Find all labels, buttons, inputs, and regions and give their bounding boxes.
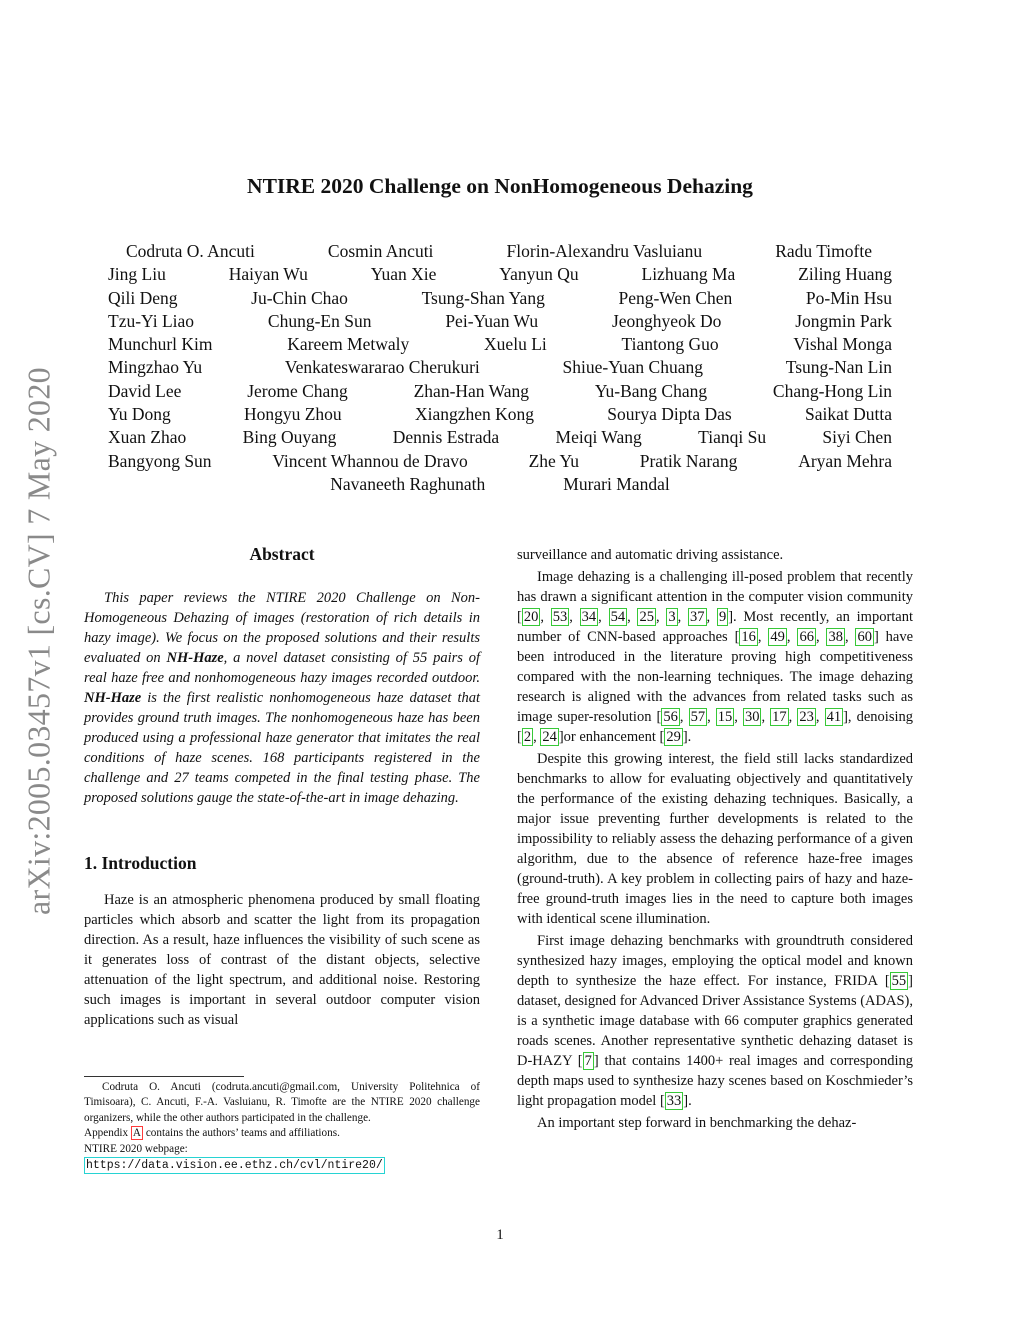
footnote-rule: [84, 1076, 244, 1077]
citation-link[interactable]: 24: [542, 729, 557, 745]
author-name: Zhan-Han Wang: [413, 380, 529, 401]
citation-link[interactable]: 49: [770, 629, 785, 645]
right-paragraph-1: Image dehazing is a challenging ill-posed problem that recently has drawn a significant attention in the computer vision community [ 20 , 53 , 34 , 54 , 25 , 3 , 37 , 9 ]. Most recently, an important number of CNN-based approaches [ 16 , 49 , 66 , 38 , 60 ] have been introduced in the literature proving high competitiveness compared with the non-learning techniques. The image dehazing research is aligned with the advances from related tasks such as image super-resolution [ 56 , 57 , 15 , 30 , 17 , 23 , 41 ], denoising [ 2 , 24 ]or enhancement [ 29 ].: [517, 569, 914, 745]
author-name: Dennis Estrada: [392, 427, 500, 448]
author-name: Haiyan Wu: [228, 264, 308, 285]
author-name: Lizhuang Ma: [641, 264, 736, 285]
webpage-url-link[interactable]: https://data.vision.ee.ethz.ch/cvl/ntire20/: [84, 1157, 385, 1174]
appendix-link[interactable]: A: [132, 1127, 142, 1140]
author-row: [90, 473, 910, 496]
citation-link[interactable]: 34: [581, 609, 597, 625]
citation-link[interactable]: 29: [666, 729, 681, 745]
author-name: Chung-En Sun: [267, 310, 372, 331]
author-name: Xuelu Li: [484, 334, 547, 355]
author-row: [90, 380, 910, 403]
citation-link[interactable]: 7: [584, 1053, 592, 1069]
author-name: Jeonghyeok Do: [611, 310, 722, 331]
arxiv-sidebar: [14, 346, 64, 936]
citation-link[interactable]: 16: [741, 629, 756, 645]
author-name: Tianqi Su: [698, 427, 767, 448]
citation-link[interactable]: 66: [799, 629, 814, 645]
introduction-heading: 1. Introduction: [84, 853, 197, 873]
author-name: Shiue-Yuan Chuang: [562, 357, 704, 378]
author-row: [90, 356, 910, 379]
citation-link[interactable]: 33: [666, 1093, 682, 1109]
citation-link[interactable]: 41: [826, 709, 842, 725]
citation-link[interactable]: 57: [690, 709, 706, 725]
author-name: Kareem Metwaly: [287, 334, 410, 355]
right-column: [517, 545, 913, 1133]
author-name: Zhe Yu: [528, 450, 579, 471]
author-name: Siyi Chen: [822, 427, 892, 448]
citation-link[interactable]: 23: [799, 709, 814, 725]
author-name: Ju-Chin Chao: [251, 287, 348, 308]
author-row: [90, 426, 910, 449]
citation-link[interactable]: 2: [523, 729, 532, 745]
page-number: 1: [496, 1227, 504, 1243]
author-row: [90, 263, 910, 286]
citation-link[interactable]: 25: [639, 609, 654, 625]
author-name: Xiangzhen Kong: [414, 404, 535, 425]
author-name: Ziling Huang: [798, 264, 892, 285]
author-name: Cosmin Ancuti: [327, 241, 434, 261]
author-name: Yu Dong: [108, 404, 171, 425]
author-name: Yanyun Qu: [499, 264, 579, 285]
author-list: [90, 240, 910, 496]
citation-link[interactable]: 55: [891, 973, 907, 989]
citation-link[interactable]: 3: [668, 609, 676, 625]
citation-link[interactable]: 38: [828, 629, 843, 645]
author-name: Venkateswararao Cherukuri: [284, 357, 480, 378]
author-name: Sourya Dipta Das: [607, 404, 732, 425]
author-name: Saikat Dutta: [805, 404, 892, 425]
author-name: Munchurl Kim: [108, 334, 213, 355]
citation-link[interactable]: 56: [663, 709, 678, 725]
footnote-webpage-label: NTIRE 2020 webpage:: [84, 1142, 188, 1155]
citation-link[interactable]: 17: [772, 709, 787, 725]
author-row: [90, 287, 910, 310]
author-name: Jerome Chang: [247, 380, 348, 401]
author-name: Pratik Narang: [639, 450, 738, 471]
citation-link[interactable]: 54: [610, 609, 626, 625]
author-name: Peng-Wen Chen: [618, 287, 733, 308]
right-paragraph-0: surveillance and automatic driving assistance.: [517, 547, 784, 563]
footnotes: [84, 1076, 480, 1174]
author-name: Qili Deng: [108, 287, 178, 308]
author-name: Mingzhao Yu: [108, 357, 203, 378]
author-name: Tzu-Yi Liao: [108, 310, 195, 331]
right-paragraph-4: An important step forward in benchmarking the dehaz-: [537, 1115, 857, 1131]
author-name: Tsung-Shan Yang: [421, 287, 545, 308]
author-name: Jing Liu: [108, 264, 166, 285]
citation-link[interactable]: 9: [718, 609, 727, 625]
author-name: Yu-Bang Chang: [594, 380, 708, 401]
paper-title: NTIRE 2020 Challenge on NonHomogeneous Dehazing: [247, 174, 753, 198]
citation-link[interactable]: 15: [717, 709, 733, 725]
citation-link[interactable]: 53: [552, 609, 568, 625]
author-row: [90, 403, 910, 426]
author-row: [90, 240, 910, 263]
arxiv-identifier: arXiv:2005.03457v1 [cs.CV] 7 May 2020: [20, 367, 57, 915]
author-name: Vishal Monga: [793, 334, 892, 355]
author-name: Murari Mandal: [563, 473, 670, 494]
footnote-organizers: Codruta O. Ancuti (codruta.ancuti@gmail.com, University Politehnica of Timisoara), C. Ancuti, F.-A. Vasluianu, R. Timofte are the NTIRE 2020 challenge organizers, while the other authors participated in the challenge.: [84, 1081, 480, 1124]
author-name: Yuan Xie: [370, 264, 437, 285]
author-name: Xuan Zhao: [108, 427, 187, 448]
author-name: Bangyong Sun: [108, 450, 212, 471]
author-name: Codruta O. Ancuti: [126, 241, 255, 261]
footnote-appendix: Appendix A contains the authors’ teams and affiliations.: [84, 1127, 340, 1140]
author-row: [90, 310, 910, 333]
right-paragraph-3: First image dehazing benchmarks with groundtruth considered synthesized hazy images, employing the optical model and known depth to synthesize the haze effect. For instance, FRIDA [ 55 ] dataset, designed for Advanced Driver Assistance Systems (ADAS), is a synthetic image database with 66 computer graphics generated roads scenes. Another representative synthetic dehazing dataset is D-HAZY [ 7 ] that contains 1400+ real images and corresponding depth maps used to synthesize hazy scenes based on Koschmieder’s light propagation model [ 33 ].: [517, 933, 913, 1109]
author-name: Vincent Whannou de Dravo: [272, 450, 468, 471]
author-name: Navaneeth Raghunath: [330, 473, 486, 494]
right-paragraph-2: Despite this growing interest, the field still lacks standardized benchmarks to allow for evaluating objectively and quantitatively the performance of the existing dehazing techniques. Basically, a major issue preventing further developments is related to the impossibility to reliably assess the dehazing performance of a given algorithm, due to the absence of reference haze-free images (ground-truth). A key problem in collecting pairs of hazy and haze-free ground-truth images lies in the need to capture both images with identical scene illumination.: [517, 751, 913, 927]
author-name: Meiqi Wang: [555, 427, 642, 448]
abstract-heading: Abstract: [249, 544, 315, 564]
author-name: Tiantong Guo: [621, 334, 719, 355]
author-name: Radu Timofte: [775, 241, 872, 261]
author-name: Po-Min Hsu: [805, 287, 892, 308]
left-column: [84, 543, 480, 1030]
author-name: Aryan Mehra: [798, 450, 892, 471]
author-row: [90, 333, 910, 356]
citation-link[interactable]: 37: [690, 609, 705, 625]
author-row: [90, 450, 910, 473]
citation-link[interactable]: 20: [523, 609, 539, 625]
citation-link[interactable]: 60: [857, 629, 872, 645]
author-name: Chang-Hong Lin: [772, 380, 892, 401]
author-name: Hongyu Zhou: [243, 404, 342, 425]
abstract-body: This paper reviews the NTIRE 2020 Challenge on Non-Homogeneous Dehazing of images (restoration of rich details in hazy image). We focus on the proposed solutions and their results evaluated on NH-Haze, a novel dataset consisting of 55 pairs of real haze free and nonhomogeneous hazy images recorded outdoor. NH-Haze is the first realistic nonhomogeneous haze dataset that provides ground truth images. The nonhomogeneous haze has been produced using a professional haze generator that imitates the real conditions of haze scenes. 168 participants registered in the challenge and 27 teams competed in the final testing phase. The proposed solutions gauge the state-of-the-art in image dehazing.: [84, 590, 480, 806]
author-name: Tsung-Nan Lin: [785, 357, 892, 378]
citation-link[interactable]: 30: [744, 709, 760, 725]
author-name: Florin-Alexandru Vasluianu: [506, 241, 703, 261]
author-name: Bing Ouyang: [242, 427, 337, 448]
intro-paragraph: Haze is an atmospheric phenomena produced by small floating particles which absorb and scatter the light from its propagation direction. As a result, haze influences the visibility of such scene as it generates loss of contrast of the distant objects, selective attenuation of the light spectrum, and additional noise. Restoring such images is important in several outdoor computer vision applications such as visual: [84, 892, 480, 1028]
author-name: Pei-Yuan Wu: [445, 310, 539, 331]
author-name: Jongmin Park: [795, 310, 892, 331]
author-name: David Lee: [108, 380, 182, 401]
